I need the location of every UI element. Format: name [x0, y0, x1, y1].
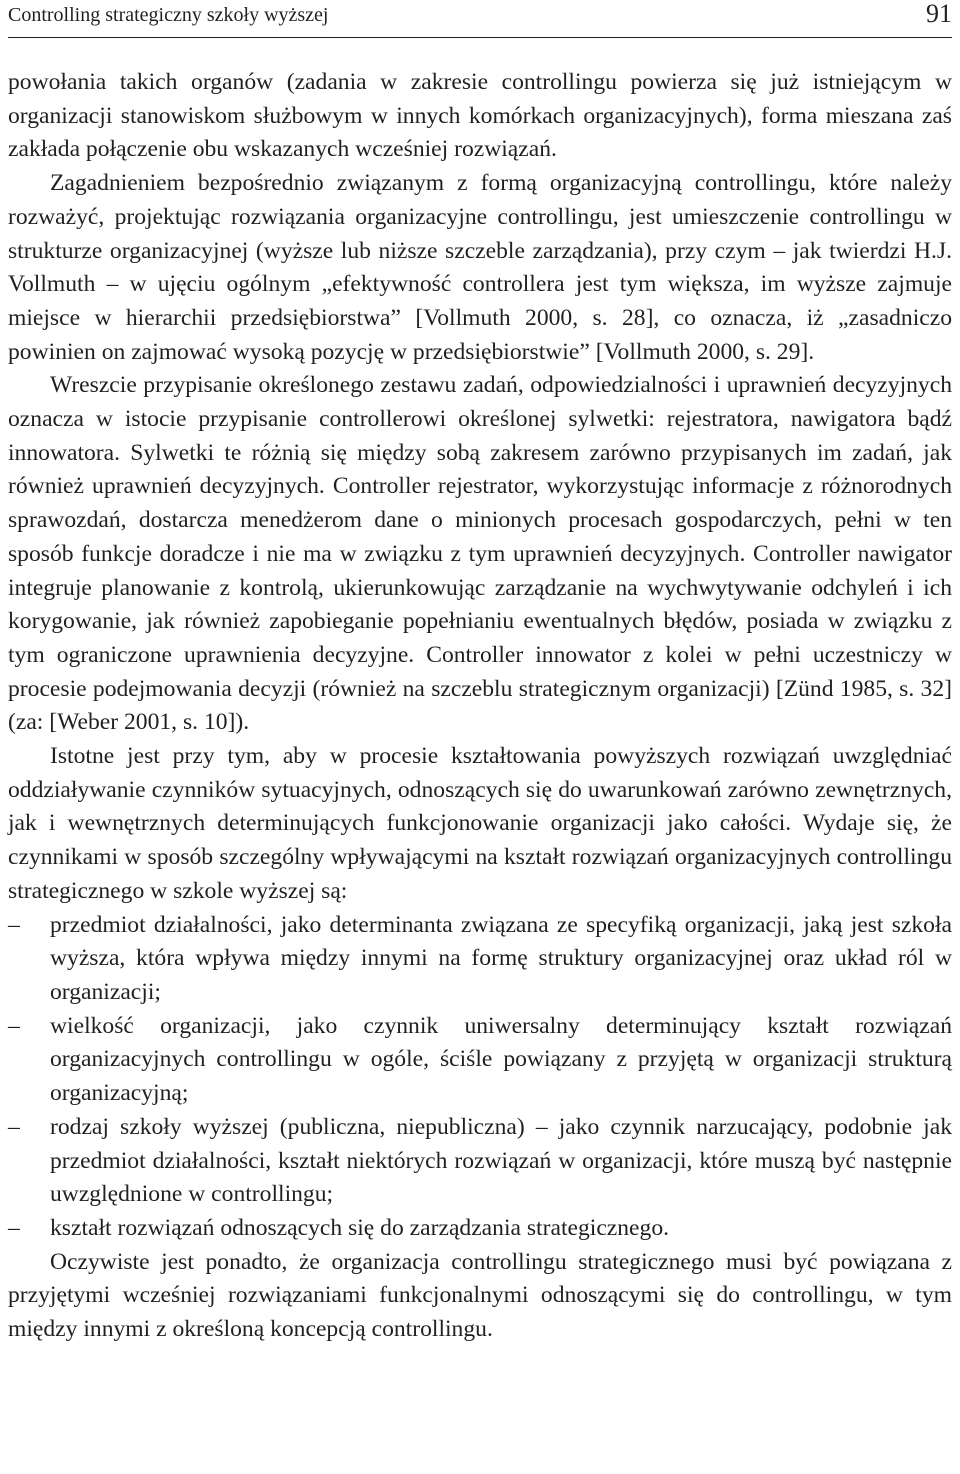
list-item [8, 1212, 952, 1246]
paragraph-controller-profiles: Wreszcie przypisanie określonego zestawu zadań, odpowiedzialności i uprawnień decyzyjnych oznacza w istocie przypisanie controllerowi określonej sylwetki: rejestratora, nawigatora bądź innowatora. Sylwetki te różnią się między sobą zakresem zarówno przypisanych im zadań, jak również uprawnień decyzyjnych. Controller rejestrator, wykorzystując informacje z różnorodnych sprawozdań, dostarcza menedżerom dane o minionych procesach gospodarczych, pełni w ten sposób funkcje doradcze i nie ma w związku z tym uprawnień decyzyjnych. Controller nawigator integruje planowanie z kontrolą, ukierunkowując zarządzanie na wychwytywanie odchyleń i ich korygowanie, jak również zapobieganie popełnianiu ewentualnych błędów, posiada w związku z tym ograniczone uprawnienia decyzyjne. Controller innowator z kolei w pełni uczestniczy w procesie podejmowania decyzji (również na szczeblu strategicznym organizacji) [Zünd 1985, s. 32] (za: [Weber 2001, s. 10]). [8, 372, 952, 736]
dash-bullet: – [8, 1012, 20, 1039]
running-header [8, 0, 952, 38]
list-item-text: przedmiot działalności, jako determinanta związana ze specyfiką organizacji, jaką jest szkoła wyższa, która wpływa między innymi na formę struktury organizacyjnej oraz układ ról w organizacji; [50, 911, 952, 1005]
list-item [8, 909, 952, 1010]
list-item-text: rodzaj szkoły wyższej (publiczna, niepubliczna) – jako czynnik narzucający, podobnie jak przedmiot działalności, kształt niektórych rozwiązań w organizacji, które muszą być następnie uwzględnione w controllingu; [50, 1113, 952, 1208]
running-title: Controlling strategiczny szkoły wyższej [8, 4, 329, 26]
list-item [8, 1010, 952, 1111]
paragraph-closing: Oczywiste jest ponadto, że organizacja controllingu strategicznego musi być powiązana z przyjętymi wcześniej rozwiązaniami funkcjonalnymi odnoszącymi się do controllingu, w tym między innymi z określoną koncepcją controllingu. [8, 1248, 952, 1343]
list-item [8, 1111, 952, 1212]
document-page [8, 0, 952, 1474]
paragraph-situational-factors: Istotne jest przy tym, aby w procesie kształtowania powyższych rozwiązań uwzględniać oddziaływanie czynników sytuacyjnych, odnoszących się do uwarunkowań zarówno zewnętrznych, jak i wewnętrznych determinujących funkcjonowanie organizacji jako całości. Wydaje się, że czynnikami w sposób szczególny wpływającymi na kształt rozwiązań organizacyjnych controllingu strategicznego w szkole wyższej są: [8, 743, 952, 904]
list-item-text: wielkość organizacji, jako czynnik uniwersalny determinujący kształt rozwiązań organizacyjnych controllingu w ogóle, ściśle powiązany z przyjętą w organizacji strukturą organizacyjną; [50, 1012, 952, 1107]
factors-list [8, 909, 952, 1246]
paragraph-continued: powołania takich organów (zadania w zakresie controllingu powierza się już istniejącym w organizacji stanowiskom służbowym w innych komórkach organizacyjnych), forma mieszana zaś zakłada połączenie obu wskazanych wcześniej rozwiązań. [8, 69, 952, 163]
dash-bullet: – [8, 911, 20, 938]
dash-bullet: – [8, 1214, 20, 1241]
paragraph-organizational-placement: Zagadnieniem bezpośrednio związanym z formą organizacyjną controllingu, które należy rozważyć, projektując rozwiązania organizacyjne controllingu, jest umieszczenie controllingu w strukturze organizacyjnej (wyższe lub niższe szczeble zarządzania), przy czym – jak twierdzi H.J. Vollmuth – w ujęciu ogólnym „efektywność controllera jest tym większa, im wyższe zajmuje miejsce w hierarchii przedsiębiorstwa” [Vollmuth 2000, s. 28], co oznacza, iż „zasadniczo powinien on zajmować wysoką pozycję w przedsiębiorstwie” [Vollmuth 2000, s. 29]. [8, 170, 952, 365]
page-number: 91 [926, 0, 952, 28]
dash-bullet: – [8, 1113, 20, 1140]
list-item-text: kształt rozwiązań odnoszących się do zarządzania strategicznego. [50, 1214, 670, 1241]
body-text [8, 66, 952, 1347]
